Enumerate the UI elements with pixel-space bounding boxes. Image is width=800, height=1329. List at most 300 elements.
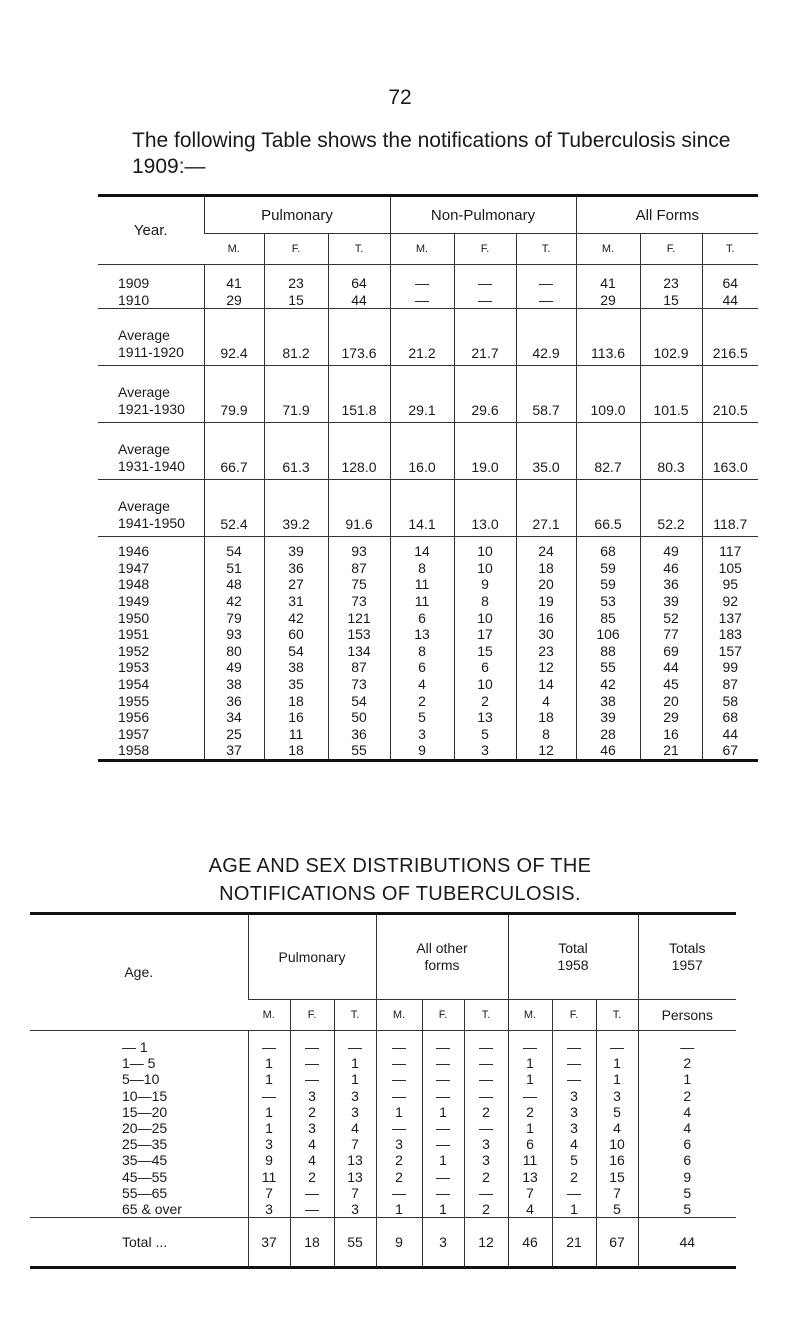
- value-cell: 69: [640, 643, 702, 660]
- value-cell: 9: [248, 1152, 290, 1168]
- value-cell: 39: [576, 709, 640, 726]
- age-sex-heading-line2: NOTIFICATIONS OF TUBERCULOSIS.: [219, 883, 581, 905]
- value-cell: 137: [702, 610, 758, 627]
- value-cell: 85: [576, 610, 640, 627]
- value-cell: 1: [552, 1201, 596, 1218]
- value-cell: 13: [508, 1169, 552, 1185]
- value-cell: 1: [596, 1071, 638, 1087]
- value-cell: 59: [576, 560, 640, 577]
- total-value-cell: 12: [464, 1218, 508, 1268]
- value-cell: 30: [516, 626, 576, 643]
- age-cell: 5—10: [122, 1071, 160, 1088]
- sub-header: F.: [552, 1000, 596, 1031]
- value-cell: 23: [264, 265, 328, 292]
- value-cell: 13: [334, 1152, 376, 1168]
- age-sex-heading: [0, 852, 800, 908]
- value-cell: 21.2: [390, 309, 454, 366]
- table-row: [30, 1088, 736, 1104]
- group-header-line: 1958: [557, 957, 589, 973]
- total-label: Total ...: [30, 1218, 248, 1268]
- value-cell: 60: [264, 626, 328, 643]
- total-value-cell: 37: [248, 1218, 290, 1268]
- sub-header: F.: [640, 234, 702, 265]
- value-cell: 21.7: [454, 309, 516, 366]
- value-cell: 58: [702, 693, 758, 710]
- year-cell: [98, 366, 204, 423]
- value-cell: 3: [376, 1136, 422, 1152]
- value-cell: 35: [264, 676, 328, 693]
- average-years: 1911-1920: [118, 344, 184, 361]
- year-cell: 1957: [118, 725, 150, 742]
- tuberculosis-notifications-table: [98, 194, 758, 762]
- value-cell: —: [422, 1136, 464, 1152]
- value-cell: 2: [464, 1201, 508, 1218]
- value-cell: 2: [290, 1104, 334, 1120]
- age-cell: 35—45: [122, 1152, 168, 1169]
- value-cell: 18: [516, 560, 576, 577]
- group-header-pulmonary: [248, 914, 376, 1000]
- value-cell: 1: [248, 1055, 290, 1071]
- value-cell: 11: [390, 576, 454, 593]
- value-cell: 173.6: [328, 309, 390, 366]
- value-cell: 4: [638, 1120, 736, 1136]
- value-cell: 6: [390, 610, 454, 627]
- value-cell: 10: [454, 676, 516, 693]
- value-cell: 7: [334, 1136, 376, 1152]
- value-cell: 71.9: [264, 366, 328, 423]
- value-cell: 4: [516, 693, 576, 710]
- value-cell: 4: [638, 1104, 736, 1120]
- value-cell: 1: [422, 1201, 464, 1218]
- value-cell: 128.0: [328, 423, 390, 480]
- year-cell: [98, 309, 204, 366]
- total-value-cell: 55: [334, 1218, 376, 1268]
- value-cell: 7: [248, 1185, 290, 1201]
- value-cell: 46: [640, 560, 702, 577]
- sub-header: T.: [464, 1000, 508, 1031]
- value-cell: 3: [464, 1136, 508, 1152]
- sub-header: M.: [390, 234, 454, 265]
- value-cell: 12: [516, 659, 576, 676]
- value-cell: 101.5: [640, 366, 702, 423]
- group-header-totals-1957: [638, 914, 736, 1000]
- value-cell: 68: [576, 537, 640, 560]
- value-cell: 82.7: [576, 423, 640, 480]
- value-cell: 39: [640, 593, 702, 610]
- value-cell: 9: [638, 1169, 736, 1185]
- value-cell: —: [516, 292, 576, 309]
- value-cell: 3: [248, 1201, 290, 1218]
- sub-header: T.: [596, 1000, 638, 1031]
- age-cell: 15—20: [122, 1103, 168, 1120]
- total-value-cell: 21: [552, 1218, 596, 1268]
- sub-header: M.: [376, 1000, 422, 1031]
- year-cell: 1952: [118, 642, 150, 659]
- value-cell: 216.5: [702, 309, 758, 366]
- value-cell: —: [422, 1055, 464, 1071]
- value-cell: 1: [508, 1055, 552, 1071]
- value-cell: 42: [204, 593, 264, 610]
- group-header-line: Pulmonary: [278, 948, 346, 965]
- year-cell: 1951: [118, 626, 150, 643]
- year-cell: 1909: [118, 275, 150, 291]
- value-cell: 2: [464, 1104, 508, 1120]
- value-cell: 9: [454, 576, 516, 593]
- value-cell: 13.0: [454, 480, 516, 537]
- average-label: Average: [118, 498, 170, 515]
- value-cell: 5: [596, 1104, 638, 1120]
- year-cell: [98, 423, 204, 480]
- value-cell: 28: [576, 726, 640, 743]
- value-cell: 4: [596, 1120, 638, 1136]
- table-row: [30, 1152, 736, 1168]
- value-cell: 41: [204, 265, 264, 292]
- year-cell: 1950: [118, 609, 150, 626]
- value-cell: 3: [334, 1201, 376, 1218]
- value-cell: —: [552, 1071, 596, 1087]
- value-cell: 54: [264, 643, 328, 660]
- value-cell: —: [422, 1169, 464, 1185]
- value-cell: 3: [390, 726, 454, 743]
- table-row: [30, 1104, 736, 1120]
- table-row: [98, 576, 758, 593]
- value-cell: —: [422, 1120, 464, 1136]
- total-value-cell: 46: [508, 1218, 552, 1268]
- value-cell: 6: [390, 659, 454, 676]
- value-cell: 8: [454, 593, 516, 610]
- value-cell: 16: [640, 726, 702, 743]
- group-header-line: forms: [424, 957, 460, 973]
- table-row: [98, 593, 758, 610]
- age-cell: 55—65: [122, 1184, 168, 1201]
- table-row: [30, 1120, 736, 1136]
- value-cell: —: [248, 1031, 290, 1056]
- table-row: [30, 1136, 736, 1152]
- value-cell: 64: [702, 265, 758, 292]
- value-cell: 42: [264, 610, 328, 627]
- value-cell: 1: [376, 1104, 422, 1120]
- value-cell: 29: [576, 292, 640, 309]
- value-cell: 1: [508, 1120, 552, 1136]
- value-cell: —: [376, 1071, 422, 1087]
- year-cell: 1956: [118, 709, 150, 726]
- value-cell: 21: [640, 742, 702, 760]
- year-cell: 1946: [98, 537, 204, 560]
- value-cell: 5: [390, 709, 454, 726]
- value-cell: 11: [248, 1169, 290, 1185]
- value-cell: 10: [454, 560, 516, 577]
- value-cell: 13: [454, 709, 516, 726]
- value-cell: 4: [334, 1120, 376, 1136]
- value-cell: 3: [334, 1088, 376, 1104]
- value-cell: —: [464, 1031, 508, 1056]
- sub-header: T.: [702, 234, 758, 265]
- total-value-cell: 3: [422, 1218, 464, 1268]
- table-row: [30, 1055, 736, 1071]
- value-cell: 109.0: [576, 366, 640, 423]
- value-cell: —: [464, 1055, 508, 1071]
- value-cell: 87: [702, 676, 758, 693]
- value-cell: 53: [576, 593, 640, 610]
- value-cell: 45: [640, 676, 702, 693]
- value-cell: 6: [638, 1152, 736, 1168]
- table-row: [30, 1031, 736, 1056]
- value-cell: 1: [508, 1071, 552, 1087]
- value-cell: 42.9: [516, 309, 576, 366]
- value-cell: 3: [596, 1088, 638, 1104]
- value-cell: 6: [508, 1136, 552, 1152]
- value-cell: 25: [204, 726, 264, 743]
- average-row: [98, 423, 758, 480]
- value-cell: 2: [390, 693, 454, 710]
- value-cell: 27: [264, 576, 328, 593]
- table-row: [98, 709, 758, 726]
- value-cell: 1: [596, 1055, 638, 1071]
- value-cell: —: [508, 1088, 552, 1104]
- value-cell: 16: [596, 1152, 638, 1168]
- value-cell: 79.9: [204, 366, 264, 423]
- value-cell: —: [290, 1185, 334, 1201]
- value-cell: 36: [204, 693, 264, 710]
- value-cell: 23: [516, 643, 576, 660]
- average-years: 1921-1930: [118, 401, 185, 418]
- value-cell: 18: [516, 709, 576, 726]
- value-cell: 80.3: [640, 423, 702, 480]
- value-cell: 3: [290, 1088, 334, 1104]
- value-cell: 20: [640, 693, 702, 710]
- value-cell: —: [516, 265, 576, 292]
- value-cell: 34: [204, 709, 264, 726]
- value-cell: 8: [390, 560, 454, 577]
- table-row: [30, 1185, 736, 1201]
- value-cell: 3: [248, 1136, 290, 1152]
- value-cell: 1: [422, 1152, 464, 1168]
- page-number: 72: [388, 86, 412, 109]
- value-cell: 38: [264, 659, 328, 676]
- value-cell: 51: [204, 560, 264, 577]
- value-cell: —: [454, 265, 516, 292]
- value-cell: 58.7: [516, 366, 576, 423]
- value-cell: 19: [516, 593, 576, 610]
- value-cell: 113.6: [576, 309, 640, 366]
- value-cell: —: [376, 1185, 422, 1201]
- value-cell: —: [390, 292, 454, 309]
- value-cell: 11: [508, 1152, 552, 1168]
- table-row: [30, 1201, 736, 1218]
- value-cell: 2: [638, 1088, 736, 1104]
- value-cell: —: [290, 1031, 334, 1056]
- value-cell: 2: [638, 1055, 736, 1071]
- value-cell: 15: [640, 292, 702, 309]
- value-cell: 13: [334, 1169, 376, 1185]
- value-cell: —: [508, 1031, 552, 1056]
- value-cell: 16: [264, 709, 328, 726]
- value-cell: 59: [576, 576, 640, 593]
- value-cell: 38: [204, 676, 264, 693]
- group-header-all-forms: All Forms: [576, 196, 758, 234]
- value-cell: —: [464, 1088, 508, 1104]
- value-cell: 3: [454, 742, 516, 760]
- year-cell: 1948: [118, 576, 150, 593]
- value-cell: 10: [596, 1136, 638, 1152]
- value-cell: 17: [454, 626, 516, 643]
- value-cell: 183: [702, 626, 758, 643]
- value-cell: 36: [640, 576, 702, 593]
- value-cell: 27.1: [516, 480, 576, 537]
- value-cell: 2: [454, 693, 516, 710]
- value-cell: —: [390, 265, 454, 292]
- value-cell: 7: [596, 1185, 638, 1201]
- average-years: 1931-1940: [118, 458, 185, 475]
- value-cell: 67: [702, 742, 758, 760]
- value-cell: 18: [264, 742, 328, 760]
- table-row: [98, 560, 758, 577]
- value-cell: 5: [552, 1152, 596, 1168]
- value-cell: 92: [702, 593, 758, 610]
- value-cell: 1: [248, 1104, 290, 1120]
- value-cell: 1: [334, 1055, 376, 1071]
- year-cell: 1955: [118, 692, 150, 709]
- group-header-line: Totals: [668, 940, 706, 956]
- value-cell: 77: [640, 626, 702, 643]
- value-cell: 1: [334, 1071, 376, 1087]
- age-cell: 45—55: [122, 1168, 168, 1185]
- value-cell: 8: [516, 726, 576, 743]
- sub-header: F.: [290, 1000, 334, 1031]
- value-cell: 29.1: [390, 366, 454, 423]
- value-cell: 20: [516, 576, 576, 593]
- sub-header: F.: [264, 234, 328, 265]
- sub-header: T.: [328, 234, 390, 265]
- value-cell: 5: [638, 1201, 736, 1218]
- value-cell: —: [290, 1071, 334, 1087]
- value-cell: 44: [640, 659, 702, 676]
- age-cell: — 1: [122, 1039, 148, 1055]
- value-cell: 31: [264, 593, 328, 610]
- value-cell: 2: [464, 1169, 508, 1185]
- year-cell: 1953: [118, 659, 150, 676]
- value-cell: 3: [334, 1104, 376, 1120]
- value-cell: 93: [204, 626, 264, 643]
- value-cell: 23: [640, 265, 702, 292]
- value-cell: 15: [454, 643, 516, 660]
- value-cell: 55: [576, 659, 640, 676]
- value-cell: —: [422, 1071, 464, 1087]
- value-cell: 2: [376, 1169, 422, 1185]
- value-cell: —: [376, 1031, 422, 1056]
- value-cell: 16: [516, 610, 576, 627]
- value-cell: 41: [576, 265, 640, 292]
- value-cell: 15: [596, 1169, 638, 1185]
- value-cell: 91.6: [328, 480, 390, 537]
- value-cell: 39: [264, 537, 328, 560]
- value-cell: —: [464, 1185, 508, 1201]
- value-cell: —: [422, 1088, 464, 1104]
- sub-header: M.: [248, 1000, 290, 1031]
- value-cell: 134: [328, 643, 390, 660]
- value-cell: 7: [334, 1185, 376, 1201]
- value-cell: 3: [290, 1120, 334, 1136]
- value-cell: 50: [328, 709, 390, 726]
- value-cell: 5: [454, 726, 516, 743]
- average-row: [98, 366, 758, 423]
- value-cell: 3: [552, 1104, 596, 1120]
- year-cell: 1947: [118, 559, 150, 576]
- sub-header: M.: [204, 234, 264, 265]
- value-cell: 7: [508, 1185, 552, 1201]
- value-cell: 117: [702, 537, 758, 560]
- table-row: [30, 1169, 736, 1185]
- sub-header: T.: [516, 234, 576, 265]
- value-cell: 151.8: [328, 366, 390, 423]
- group-header-all-other-forms: [376, 914, 508, 1000]
- value-cell: 9: [390, 742, 454, 760]
- value-cell: 8: [390, 643, 454, 660]
- value-cell: —: [376, 1088, 422, 1104]
- value-cell: 37: [204, 742, 264, 760]
- group-header-line: 1957: [671, 957, 703, 973]
- value-cell: —: [290, 1201, 334, 1218]
- total-value-cell: 67: [596, 1218, 638, 1268]
- value-cell: 35.0: [516, 423, 576, 480]
- age-cell: 20—25: [122, 1120, 168, 1137]
- value-cell: 3: [552, 1088, 596, 1104]
- value-cell: —: [376, 1120, 422, 1136]
- age-cell: 65 & over: [122, 1201, 182, 1218]
- table-row: [98, 292, 758, 309]
- average-label: Average: [118, 441, 170, 458]
- value-cell: 6: [454, 659, 516, 676]
- value-cell: 4: [552, 1136, 596, 1152]
- value-cell: 2: [290, 1169, 334, 1185]
- value-cell: —: [464, 1120, 508, 1136]
- value-cell: 54: [328, 693, 390, 710]
- table-row: [98, 537, 758, 560]
- value-cell: 66.7: [204, 423, 264, 480]
- group-header-pulmonary: Pulmonary: [204, 196, 390, 234]
- value-cell: 4: [290, 1152, 334, 1168]
- value-cell: 2: [376, 1152, 422, 1168]
- value-cell: 54: [204, 537, 264, 560]
- value-cell: 64: [328, 265, 390, 292]
- sub-header: F.: [422, 1000, 464, 1031]
- age-cell: 25—35: [122, 1136, 168, 1153]
- table-row: [98, 626, 758, 643]
- value-cell: 49: [204, 659, 264, 676]
- value-cell: —: [638, 1031, 736, 1056]
- value-cell: 14: [516, 676, 576, 693]
- value-cell: 81.2: [264, 309, 328, 366]
- sub-header: M.: [508, 1000, 552, 1031]
- sub-header: M.: [576, 234, 640, 265]
- value-cell: 5: [638, 1185, 736, 1201]
- value-cell: 95: [702, 576, 758, 593]
- value-cell: 1: [376, 1201, 422, 1218]
- value-cell: —: [422, 1185, 464, 1201]
- group-header-line: All other: [416, 940, 468, 956]
- value-cell: 52.2: [640, 480, 702, 537]
- value-cell: 87: [328, 659, 390, 676]
- value-cell: 163.0: [702, 423, 758, 480]
- value-cell: 52.4: [204, 480, 264, 537]
- value-cell: 4: [290, 1136, 334, 1152]
- value-cell: —: [552, 1031, 596, 1056]
- value-cell: 2: [552, 1169, 596, 1185]
- value-cell: 1: [422, 1104, 464, 1120]
- age-sex-heading-line1: AGE AND SEX DISTRIBUTIONS OF THE: [208, 855, 592, 877]
- value-cell: 157: [702, 643, 758, 660]
- total-value-cell: 44: [638, 1218, 736, 1268]
